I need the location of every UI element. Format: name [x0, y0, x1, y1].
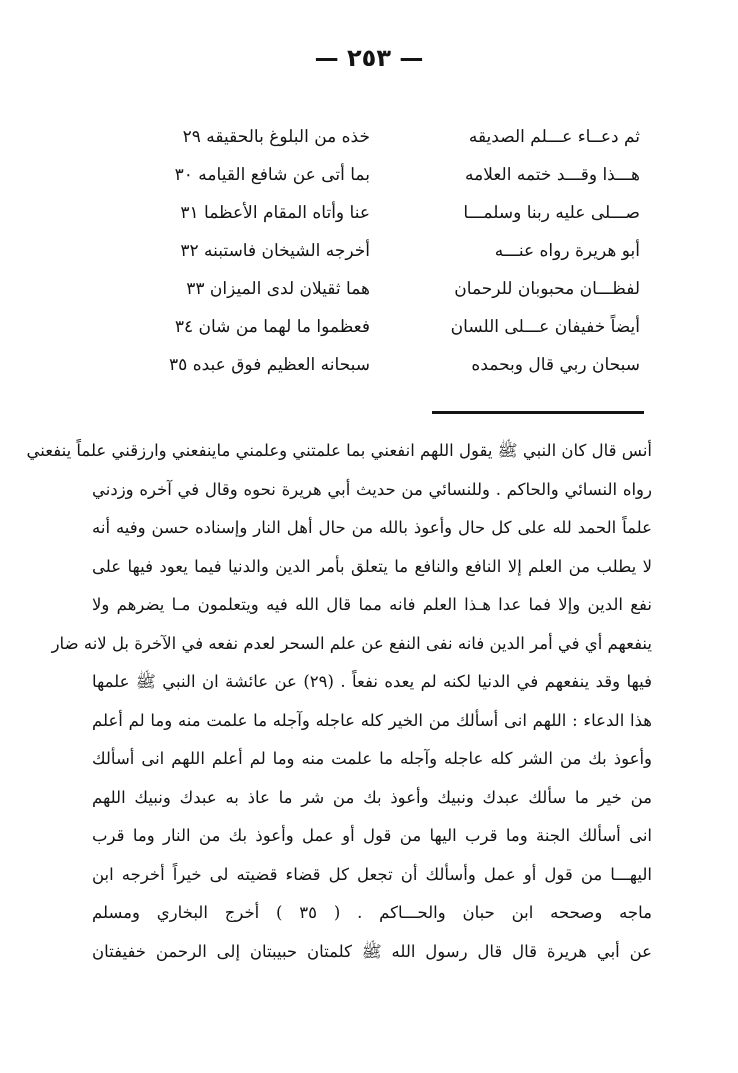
verse-line [120, 194, 640, 232]
commentary-line: لا يطلب من العلم إلا النافع والنافع ما يتعلق بأمر الدين والدنيا فيما يعود فيها على [92, 556, 652, 576]
verse-second-hemistich: أخرجه الشيخان فاستبنه ٣٢ [180, 241, 370, 261]
commentary-line: عن أبي هريرة قال قال رسول الله ﷺ كلمتان حبيبتان إلى الرحمن خفيفتان [92, 941, 652, 961]
verse-first-hemistich: أيضاً خفيفان عـــلى اللسان [450, 317, 640, 337]
verse-second-hemistich: هما ثقيلان لدى الميزان ٣٣ [186, 279, 370, 299]
verse-first-hemistich: صـــلى عليه ربنا وسلمـــا [463, 203, 640, 223]
verse-first-hemistich: أبو هريرة رواه عنـــه [494, 241, 640, 261]
verse-first-hemistich: سبحان ربي قال وبحمده [471, 355, 640, 375]
commentary-line: اليهـــا من قول أو عمل وأسألك أن تجعل كل قضاء قضيته لى خيراً أخرجه ابن [92, 864, 652, 884]
verse-first-hemistich: هـــذا وقـــد ختمه العلامه [464, 165, 640, 185]
verse-line [120, 118, 640, 156]
verse-second-hemistich: خذه من البلوغ بالحقيقه ٢٩ [182, 127, 370, 147]
commentary-line: ماجه وصححه ابن حبان والحـــاكم . ( ٣٥ ) أخرج البخاري ومسلم [92, 903, 652, 922]
commentary-text [26, 432, 653, 971]
commentary-line: من خير ما سألك عبدك ونبيك وأعوذ بك من شر ما عاذ به عبدك ونبيك اللهم [92, 787, 652, 807]
verse-block [120, 118, 640, 384]
commentary-line: رواه النسائي والحاكم . وللنسائي من حديث أبي هريرة نحوه وقال في آخره وزدني [92, 479, 652, 499]
commentary-line: أنس قال كان النبي ﷺ يقول اللهم انفعني بما علمتني وعلمني ماينفعني وارزقني علماً ينفعني [26, 441, 652, 460]
verse-line [120, 270, 640, 308]
verse-second-hemistich: فعظموا ما لهما من شان ٣٤ [174, 317, 370, 337]
section-separator-rule [432, 411, 644, 414]
commentary-line: وأعوذ بك من الشر كله عاجله وآجله ما علمت منه وما لم أعلم اللهم انى أسألك [92, 749, 652, 768]
verse-line [120, 156, 640, 194]
verse-first-hemistich: ثم دعــاء عـــلم الصديقه [468, 127, 640, 147]
commentary-line: ينفعهم أي في أمر الدين فانه نفى النفع عن علم السحر لعدم نفعه في الآخرة بل لانه ضار [51, 633, 652, 653]
verse-second-hemistich: بما أتى عن شافع القيامه ٣٠ [174, 165, 370, 185]
commentary-line: فيها وقد ينفعهم في الدنيا لكنه لم يعده نفعاً . (٢٩) عن عائشة ان النبي ﷺ علمها [92, 672, 653, 691]
verse-second-hemistich: سبحانه العظيم فوق عبده ٣٥ [169, 355, 370, 375]
verse-line [120, 308, 640, 346]
commentary-line: انى أسألك الجنة وما قرب اليها من قول أو عمل وأعوذ بك من النار وما قرب [92, 826, 652, 845]
page-number: — ٢٥٣ — [314, 44, 424, 72]
commentary-line: علماً الحمد لله على كل حال وأعوذ بالله من حال أهل النار وإسناده حسن وفيه أنه [92, 518, 652, 537]
verse-line [120, 232, 640, 270]
verse-line [120, 346, 640, 384]
commentary-line: هذا الدعاء : اللهم انى أسألك من الخير كله عاجله وآجله ما علمت منه وما لم أعلم [92, 710, 652, 730]
commentary-line: نفع الدين وإلا فما عدا هـذا العلم فانه مما قال الله فيه ويتعلمون مـا يضرهم ولا [92, 595, 652, 614]
verse-second-hemistich: عنا وأتاه المقام الأعظما ٣١ [180, 203, 370, 223]
verse-first-hemistich: لفظـــان محبوبان للرحمان [454, 279, 640, 299]
